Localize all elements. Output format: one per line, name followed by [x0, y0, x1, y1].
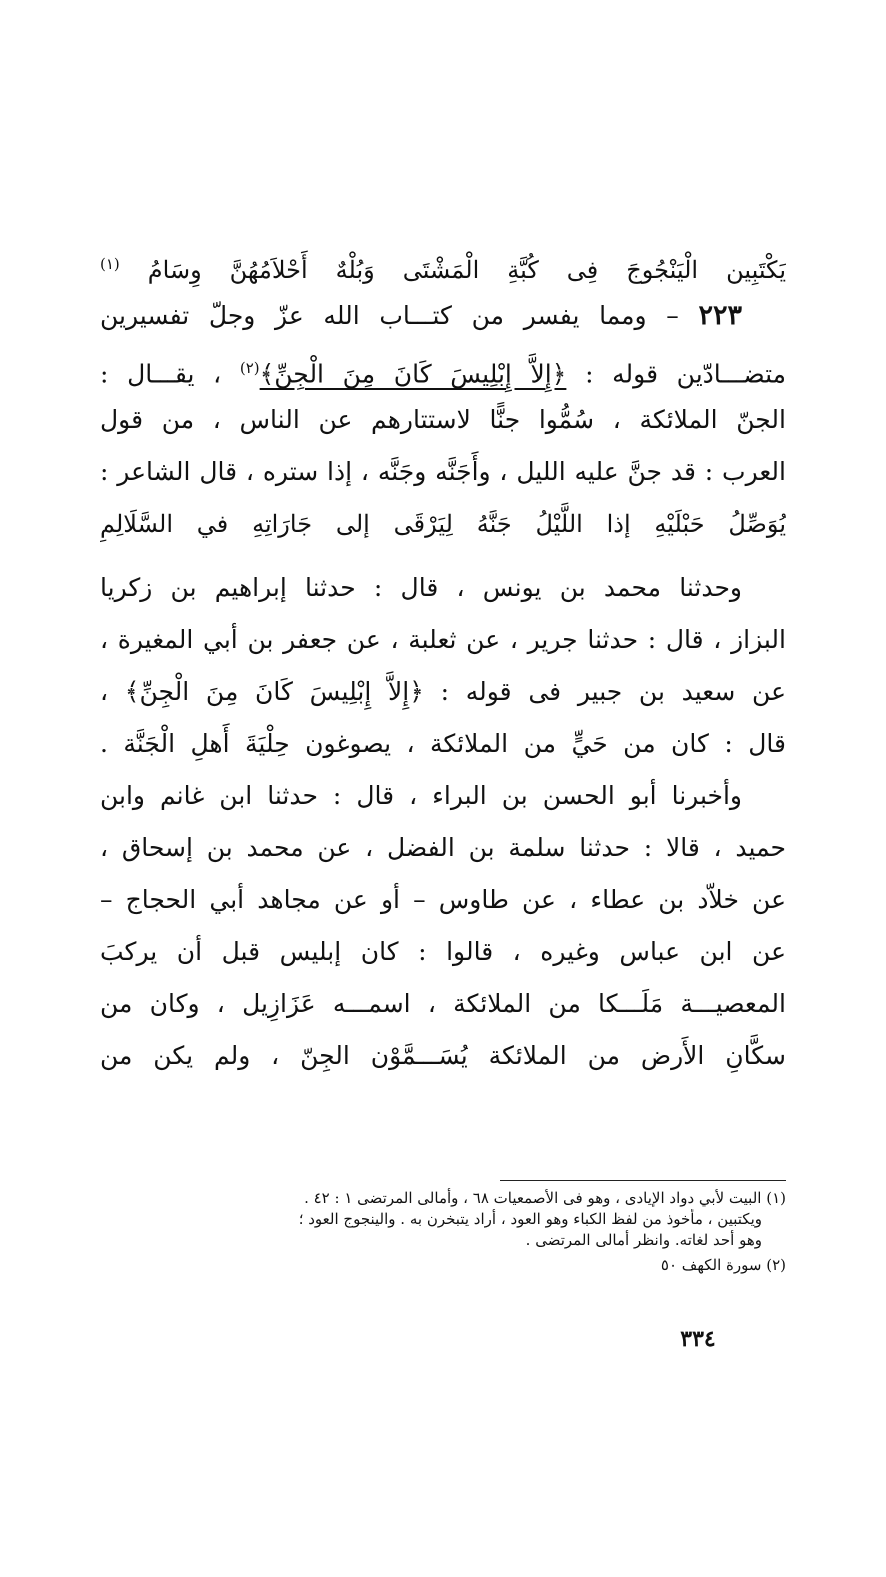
footnote-1: (١) البيت لأبي دواد الإيادى ، وهو فى الأصمعيات ٦٨ ، وأمالى المرتضى ١ : ٤٢ .	[304, 1189, 786, 1207]
text-line: قال : كان من حَيٍّ من الملائكة ، يصوغون حِلْيَةَ أَهلِ الْجَنَّة .	[100, 729, 786, 758]
quran-quote: ﴿إِلاَّ إِبْلِيسَ كَانَ مِنَ الْجِنِّ﴾	[259, 359, 567, 389]
paragraph-start-line: ٢٢٣ – ومما يفسر من كتـــاب الله عزّ وجلّ تفسيرين	[100, 300, 742, 331]
main-text	[100, 238, 786, 1082]
text-line: سكَّانِ الأَرض من الملائكة يُسَـــمَّوْن الجِنّ ، ولم يكن من	[100, 1041, 786, 1070]
footnote-2: (٢) سورة الكهف ٥٠	[660, 1256, 786, 1274]
text-line: متضـــادّين قوله : ﴿إِلاَّ إِبْلِيسَ كَانَ مِنَ الْجِنِّ﴾$^{(٢)}$ ، يقـــال :	[100, 359, 786, 389]
footnote-ref: (٢)	[239, 359, 260, 377]
verse-line: يَكْتَبِين الْيَنْجُوجَ فِى كُبَّةِ الْمَشْتَى وَبُلْهٌ أَحْلاَمُهُنَّ وِسَامُ $^{(١)}$	[100, 255, 786, 284]
footnote-divider	[500, 1180, 786, 1181]
footnote-ref: (١)	[100, 255, 120, 273]
text-line: العرب : قد جنَّ عليه الليل ، وأَجَنَّه وجَنَّه ، إذا ستره ، قال الشاعر :	[100, 457, 786, 486]
text-line: حميد ، قالا : حدثنا سلمة بن الفضل ، عن محمد بن إسحاق ،	[100, 833, 786, 862]
footnote-1-continued: وهو أحد لغاته. وانظر أمالى المرتضى .	[525, 1231, 762, 1249]
text-line: الجنّ الملائكة ، سُمُّوا جنًّا لاستتارهم عن الناس ، من قول	[100, 405, 786, 434]
paragraph-start-line: وحدثنا محمد بن يونس ، قال : حدثنا إبراهيم بن زكريا	[100, 573, 742, 602]
section-number: ٢٢٣	[698, 300, 742, 331]
text-line: المعصيـــة مَلَـــكا من الملائكة ، اسمـــه عَزَازِيل ، وكان من	[100, 989, 786, 1018]
text-line: عن سعيد بن جبير فى قوله : ﴿إِلاَّ إِبْلِيسَ كَانَ مِنَ الْجِنِّ﴾ ،	[100, 677, 786, 706]
text-line: عن ابن عباس وغيره ، قالوا : كان إبليس قبل أن يركبَ	[100, 937, 786, 966]
verse-line: يُوَصِّلُ حَبْلَيْهِ إذا اللَّيْلُ جَنَّهُ لِيَرْقَى إلى جَارَاتِهِ في السَّلَالِمِ	[100, 510, 786, 538]
paragraph-start-line: وأخبرنا أبو الحسن بن البراء ، قال : حدثنا ابن غانم وابن	[100, 781, 742, 810]
text-line: عن خلاّد بن عطاء ، عن طاوس – أو عن مجاهد أبي الحجاج –	[100, 885, 786, 914]
text-line: البزاز ، قال : حدثنا جرير ، عن ثعلبة ، عن جعفر بن أبي المغيرة ،	[100, 625, 786, 654]
footnotes	[150, 1188, 786, 1276]
footnote-1-continued: ويكتبين ، مأخوذ من لفظ الكباء وهو العود ، أراد يتبخرن به . والينجوج العود ؛	[298, 1210, 762, 1228]
page-number: ٣٣٤	[680, 1326, 716, 1352]
